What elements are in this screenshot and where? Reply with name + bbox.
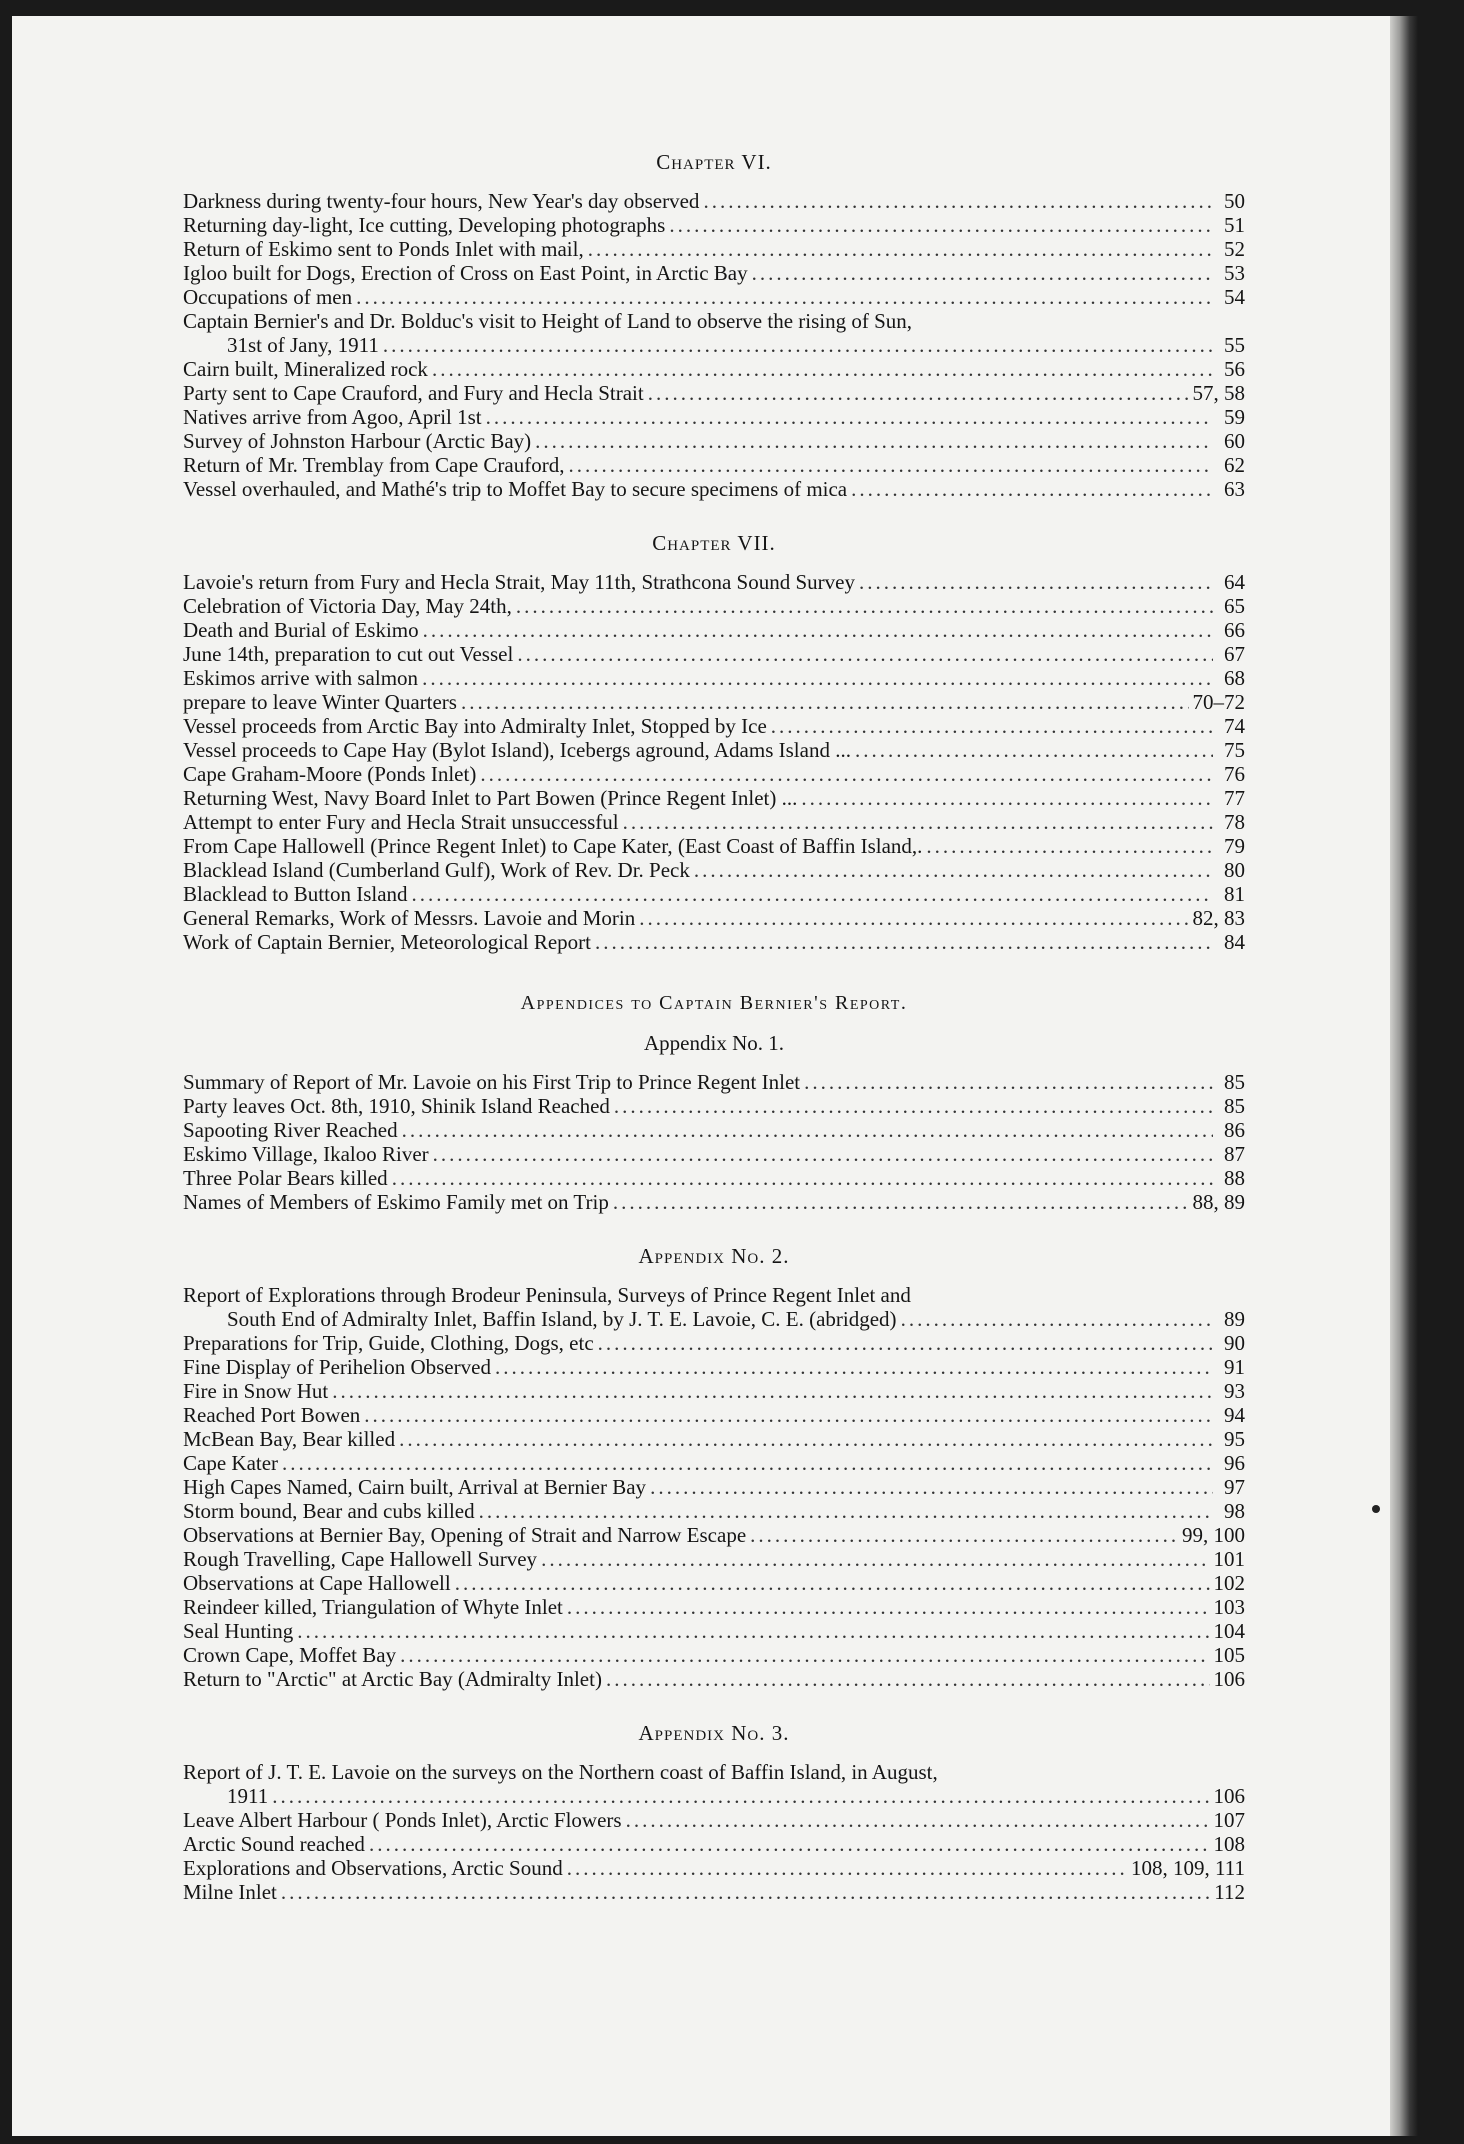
toc-entry-title: Occupations of men [183,285,353,309]
toc-entry-title: Cairn built, Mineralized rock [183,357,428,381]
toc-entry-page: 88, 89 [1192,1190,1245,1214]
toc-entry-page: 99, 100 [1182,1523,1245,1547]
toc-entry-row [183,1166,1245,1190]
chapter-vii-heading: Chapter VII. [652,531,776,555]
toc-entry-row [183,642,1245,666]
toc-entry-row [183,594,1245,618]
toc-entry-page: 112 [1214,1880,1245,1904]
toc-entry-row [183,762,1245,786]
leader-dots [614,1094,1213,1118]
toc-entry-title: Natives arrive from Agoo, April 1st [183,405,482,429]
toc-entry [183,906,1245,930]
toc-entry [183,762,1245,786]
toc-entry-page: 102 [1213,1571,1245,1595]
toc-entry [183,213,1245,237]
toc-entry-title: Milne Inlet [183,1880,277,1904]
toc-entry-title: Observations at Cape Hallowell [183,1571,451,1595]
toc-entry [183,834,1245,858]
leader-dots [422,666,1213,690]
toc-entry-title: Celebration of Victoria Day, May 24th, [183,594,512,618]
toc-entry-row [183,834,1245,858]
toc-entry-title: Names of Members of Eskimo Family met on Trip [183,1190,609,1214]
leader-dots [851,477,1213,501]
leader-dots [669,213,1213,237]
leader-dots [750,1523,1178,1547]
toc-entry-row [183,786,1245,810]
toc-entry-page: 106 [1213,1784,1245,1808]
toc-entry-row [183,1118,1245,1142]
toc-entry-page: 82, 83 [1192,906,1245,930]
toc-entry-page: 87 [1224,1142,1245,1166]
toc-entry-title: South End of Admiralty Inlet, Baffin Island, by J. T. E. Lavoie, C. E. (abridged) [227,1307,897,1331]
toc-entry [183,666,1245,690]
toc-entry-title: Work of Captain Bernier, Meteorological Report [183,930,592,954]
toc-entry-row [183,1499,1245,1523]
leader-dots [703,189,1213,213]
toc-entry-title: Lavoie's return from Fury and Hecla Strait, May 11th, Strathcona Sound Survey [183,570,855,594]
toc-entry-page: 93 [1224,1379,1245,1403]
toc-entry-title-line1: Report of J. T. E. Lavoie on the surveys on the Northern coast of Baffin Island, in August, [183,1760,938,1784]
toc-entry [183,1643,1245,1667]
toc-entry-row [183,1403,1245,1427]
toc-entry-title: Summary of Report of Mr. Lavoie on his First Trip to Prince Regent Inlet [183,1070,801,1094]
toc-entry [183,189,1245,213]
toc-entry-title: Sapooting River Reached [183,1118,398,1142]
toc-entry [183,714,1245,738]
toc-entry-row [183,1832,1245,1856]
leader-dots [400,1643,1209,1667]
toc-entry [183,930,1245,954]
leader-dots [297,1619,1209,1643]
toc-entry [183,1070,1245,1094]
leader-dots [588,237,1213,261]
toc-entry-row [183,1547,1245,1571]
toc-entry-page: 108 [1213,1832,1245,1856]
toc-entry [183,738,1245,762]
toc-entry-row [183,261,1245,285]
leader-dots [392,1166,1213,1190]
leader-dots [623,810,1213,834]
toc-entry-title: Cape Kater [183,1451,279,1475]
leader-dots [461,690,1189,714]
toc-entry-row [183,285,1245,309]
toc-entry-title: Arctic Sound reached [183,1832,365,1856]
toc-entry-title: Attempt to enter Fury and Hecla Strait unsuccessful [183,810,619,834]
leader-dots [412,882,1213,906]
toc-entry-row [183,1880,1245,1904]
appendix-1-heading: Appendix No. 1. [644,1031,784,1055]
leader-dots [752,261,1213,285]
toc-entry-row [183,1307,1245,1331]
toc-entry [183,1451,1245,1475]
toc-entry-row [183,1667,1245,1691]
toc-entry-title: Reached Port Bowen [183,1403,361,1427]
toc-entry-row [183,1451,1245,1475]
toc-entry-title: Three Polar Bears killed [183,1166,388,1190]
toc-entry [183,1571,1245,1595]
margin-mark [1372,1505,1380,1513]
chapter-vii-entries [183,570,1245,954]
toc-entry-title: Return to "Arctic" at Arctic Bay (Admiralty Inlet) [183,1667,602,1691]
leader-dots [480,762,1213,786]
toc-entry [183,237,1245,261]
leader-dots [926,834,1213,858]
table-of-contents [183,150,1245,1904]
toc-entry-row [183,1070,1245,1094]
page-edge-shadow [1390,16,1418,2136]
appendices-title: Appendices to Captain Bernier's Report. [520,992,908,1014]
appendix-1-entries [183,1070,1245,1214]
toc-entry-title: Vessel proceeds to Cape Hay (Bylot Island), Icebergs aground, Adams Island ... [183,738,851,762]
toc-entry-title: McBean Bay, Bear killed [183,1427,396,1451]
toc-entry-page: 85 [1224,1070,1245,1094]
toc-entry-title: Party leaves Oct. 8th, 1910, Shinik Island Reached [183,1094,610,1118]
toc-entry-title: Return of Mr. Tremblay from Cape Crauford, [183,453,565,477]
chapter-vi-heading: Chapter VI. [656,150,772,174]
leader-dots [648,381,1189,405]
toc-entry-title: Preparations for Trip, Guide, Clothing, Dogs, etc [183,1331,594,1355]
toc-entry-title: Vessel overhauled, and Mathé's trip to Moffet Bay to secure specimens of mica [183,477,848,501]
leader-dots [486,405,1213,429]
leader-dots [613,1190,1189,1214]
toc-entry-row [183,237,1245,261]
toc-entry-page: 76 [1224,762,1245,786]
leader-dots [282,1451,1213,1475]
toc-entry-row [183,405,1245,429]
toc-entry [183,1832,1245,1856]
toc-entry-row [183,1595,1245,1619]
toc-entry-title: Eskimos arrive with salmon [183,666,419,690]
toc-entry-page: 66 [1224,618,1245,642]
toc-entry-title: Vessel proceeds from Arctic Bay into Admiralty Inlet, Stopped by Ice [183,714,767,738]
toc-entry-page: 62 [1224,453,1245,477]
toc-entry-page: 89 [1224,1307,1245,1331]
toc-entry [183,429,1245,453]
toc-entry [183,1595,1245,1619]
toc-entry-title: Leave Albert Harbour ( Ponds Inlet), Arctic Flowers [183,1808,622,1832]
toc-entry-title: Igloo built for Dogs, Erection of Cross on East Point, in Arctic Bay [183,261,748,285]
toc-entry-title: 31st of Jany, 1911 [227,333,379,357]
toc-entry [183,618,1245,642]
toc-entry-page: 103 [1213,1595,1245,1619]
toc-entry [183,1118,1245,1142]
toc-entry [183,1856,1245,1880]
toc-entry-row [183,618,1245,642]
toc-entry-row [183,189,1245,213]
toc-entry-title: General Remarks, Work of Messrs. Lavoie and Morin [183,906,636,930]
toc-entry-title: Return of Eskimo sent to Ponds Inlet with mail, [183,237,584,261]
toc-entry-page: 94 [1224,1403,1245,1427]
toc-entry-page: 105 [1213,1643,1245,1667]
toc-entry-page: 77 [1224,786,1245,810]
toc-entry-title: Crown Cape, Moffet Bay [183,1643,397,1667]
toc-entry-title: Darkness during twenty-four hours, New Year's day observed [183,189,700,213]
leader-dots [595,930,1213,954]
toc-entry [183,810,1245,834]
leader-dots [598,1331,1213,1355]
leader-dots [281,1880,1210,1904]
toc-entry-page: 75 [1224,738,1245,762]
toc-entry-page: 55 [1224,333,1245,357]
toc-entry-page: 108, 109, 111 [1131,1856,1245,1880]
toc-entry-row [183,1523,1245,1547]
toc-entry-page: 54 [1224,285,1245,309]
toc-entry [183,1331,1245,1355]
toc-entry [183,1355,1245,1379]
leader-dots [432,357,1213,381]
toc-entry-row [183,570,1245,594]
leader-dots [804,1070,1213,1094]
toc-entry [183,1283,1245,1331]
toc-entry-row [183,714,1245,738]
toc-entry [183,786,1245,810]
toc-entry [183,453,1245,477]
toc-entry [183,570,1245,594]
toc-entry-row [183,666,1245,690]
leader-dots [855,738,1213,762]
appendix-3-entries [183,1760,1245,1904]
toc-entry [183,1379,1245,1403]
toc-entry [183,1808,1245,1832]
leader-dots [479,1499,1213,1523]
toc-entry-title: Blacklead to Button Island [183,882,408,906]
toc-entry-row [183,1190,1245,1214]
leader-dots [399,1427,1213,1451]
toc-entry-title-line1: Captain Bernier's and Dr. Bolduc's visit to Height of Land to observe the rising of Sun, [183,309,913,333]
leader-dots [495,1355,1213,1379]
toc-entry-title: High Capes Named, Cairn built, Arrival at Bernier Bay [183,1475,647,1499]
toc-entry-page: 104 [1213,1619,1245,1643]
toc-entry-title: June 14th, preparation to cut out Vessel [183,642,514,666]
leader-dots [383,333,1213,357]
leader-dots [567,1595,1210,1619]
toc-entry-row [183,1808,1245,1832]
leader-dots [901,1307,1213,1331]
toc-entry-row [183,333,1245,357]
appendix-2-heading: Appendix No. 2. [638,1244,790,1268]
toc-entry-row [183,1142,1245,1166]
toc-entry [183,1190,1245,1214]
toc-entry-page: 84 [1224,930,1245,954]
toc-entry-page: 52 [1224,237,1245,261]
toc-entry-row [183,690,1245,714]
appendix-3-heading: Appendix No. 3. [638,1721,790,1745]
toc-entry [183,1142,1245,1166]
toc-entry-row [183,1094,1245,1118]
toc-entry-row [183,1856,1245,1880]
toc-entry-title: Death and Burial of Eskimo [183,618,419,642]
toc-entry-row [183,213,1245,237]
toc-entry-page: 50 [1224,189,1245,213]
leader-dots [517,642,1213,666]
toc-entry-page: 81 [1224,882,1245,906]
toc-entry-title: Returning West, Navy Board Inlet to Part Bowen (Prince Regent Inlet) ... [183,786,798,810]
leader-dots [541,1547,1209,1571]
toc-entry [183,1523,1245,1547]
toc-entry-row [183,357,1245,381]
toc-entry-row [183,453,1245,477]
toc-entry [183,882,1245,906]
appendix-2-entries [183,1283,1245,1691]
toc-entry-page: 59 [1224,405,1245,429]
leader-dots [639,906,1188,930]
toc-entry-title: Returning day-light, Ice cutting, Developing photographs [183,213,666,237]
toc-entry-page: 80 [1224,858,1245,882]
toc-entry-title: Fire in Snow Hut [183,1379,329,1403]
toc-entry-page: 95 [1224,1427,1245,1451]
toc-entry [183,1427,1245,1451]
toc-entry-page: 68 [1224,666,1245,690]
toc-entry-page: 85 [1224,1094,1245,1118]
leader-dots [369,1832,1210,1856]
toc-entry-page: 60 [1224,429,1245,453]
toc-entry [183,858,1245,882]
leader-dots [423,618,1213,642]
toc-entry [183,357,1245,381]
toc-entry-row [183,1643,1245,1667]
toc-entry-page: 56 [1224,357,1245,381]
toc-entry-title: Party sent to Cape Crauford, and Fury and Hecla Strait [183,381,644,405]
toc-entry [183,261,1245,285]
leader-dots [535,429,1213,453]
toc-entry-title: Observations at Bernier Bay, Opening of Strait and Narrow Escape [183,1523,747,1547]
toc-entry-row [183,429,1245,453]
leader-dots [455,1571,1210,1595]
toc-entry-title: Storm bound, Bear and cubs killed [183,1499,475,1523]
toc-entry-row [183,810,1245,834]
toc-entry-page: 63 [1224,477,1245,501]
toc-entry-row [183,1331,1245,1355]
leader-dots [650,1475,1213,1499]
toc-entry-row [183,477,1245,501]
toc-entry-row [183,1355,1245,1379]
leader-dots [771,714,1213,738]
toc-entry [183,1094,1245,1118]
toc-entry [183,1619,1245,1643]
toc-entry-page: 64 [1224,570,1245,594]
toc-entry [183,1880,1245,1904]
toc-entry [183,309,1245,357]
toc-entry-title: From Cape Hallowell (Prince Regent Inlet) to Cape Kater, (East Coast of Baffin Island,. [183,834,923,858]
leader-dots [859,570,1213,594]
leader-dots [606,1667,1210,1691]
toc-entry-row [183,1619,1245,1643]
toc-entry-page: 65 [1224,594,1245,618]
toc-entry-page: 106 [1213,1667,1245,1691]
leader-dots [364,1403,1213,1427]
toc-entry [183,1760,1245,1808]
leader-dots [516,594,1213,618]
toc-entry-page: 97 [1224,1475,1245,1499]
toc-entry-page: 96 [1224,1451,1245,1475]
toc-entry-page: 67 [1224,642,1245,666]
toc-entry-page: 98 [1224,1499,1245,1523]
toc-entry-title: prepare to leave Winter Quarters [183,690,457,714]
toc-entry-title: Explorations and Observations, Arctic Sound [183,1856,563,1880]
toc-entry-page: 107 [1213,1808,1245,1832]
leader-dots [626,1808,1210,1832]
leader-dots [567,1856,1127,1880]
toc-entry-row [183,1427,1245,1451]
toc-entry [183,477,1245,501]
leader-dots [272,1784,1209,1808]
toc-entry-page: 88 [1224,1166,1245,1190]
toc-entry-row [183,858,1245,882]
leader-dots [568,453,1213,477]
toc-entry-row [183,381,1245,405]
toc-entry-title: Eskimo Village, Ikaloo River [183,1142,429,1166]
toc-entry-page: 91 [1224,1355,1245,1379]
toc-entry-page: 86 [1224,1118,1245,1142]
toc-entry [183,594,1245,618]
toc-entry-row [183,1475,1245,1499]
toc-entry-page: 51 [1224,213,1245,237]
toc-entry [183,1667,1245,1691]
leader-dots [332,1379,1213,1403]
leader-dots [694,858,1213,882]
toc-entry [183,381,1245,405]
toc-entry-row [183,1379,1245,1403]
toc-entry [183,642,1245,666]
toc-entry-row [183,738,1245,762]
toc-entry-row [183,1571,1245,1595]
toc-entry-title-line1: Report of Explorations through Brodeur Peninsula, Surveys of Prince Regent Inlet and [183,1283,911,1307]
toc-entry-page: 78 [1224,810,1245,834]
toc-entry-page: 90 [1224,1331,1245,1355]
toc-entry-row [183,1784,1245,1808]
toc-entry [183,1166,1245,1190]
toc-entry [183,1403,1245,1427]
toc-entry-title: Blacklead Island (Cumberland Gulf), Work of Rev. Dr. Peck [183,858,690,882]
leader-dots [801,786,1213,810]
toc-entry-title: Rough Travelling, Cape Hallowell Survey [183,1547,538,1571]
toc-entry [183,405,1245,429]
toc-entry-title: Survey of Johnston Harbour (Arctic Bay) [183,429,532,453]
toc-entry-title: Fine Display of Perihelion Observed [183,1355,491,1379]
toc-entry [183,690,1245,714]
toc-entry-page: 74 [1224,714,1245,738]
toc-entry-page: 57, 58 [1192,381,1245,405]
toc-entry-page: 70–72 [1192,690,1245,714]
leader-dots [356,285,1213,309]
toc-entry-title: Seal Hunting [183,1619,294,1643]
toc-entry-title: 1911 [227,1784,269,1808]
toc-entry [183,285,1245,309]
toc-entry-page: 53 [1224,261,1245,285]
toc-entry-row [183,906,1245,930]
toc-entry-title: Reindeer killed, Triangulation of Whyte Inlet [183,1595,563,1619]
toc-entry [183,1499,1245,1523]
leader-dots [402,1118,1213,1142]
toc-entry [183,1547,1245,1571]
chapter-vi-entries [183,189,1245,501]
toc-entry-row [183,930,1245,954]
leader-dots [433,1142,1213,1166]
toc-entry-row [183,882,1245,906]
toc-entry [183,1475,1245,1499]
toc-entry-page: 79 [1224,834,1245,858]
toc-entry-title: Cape Graham-Moore (Ponds Inlet) [183,762,477,786]
toc-entry-page: 101 [1213,1547,1245,1571]
